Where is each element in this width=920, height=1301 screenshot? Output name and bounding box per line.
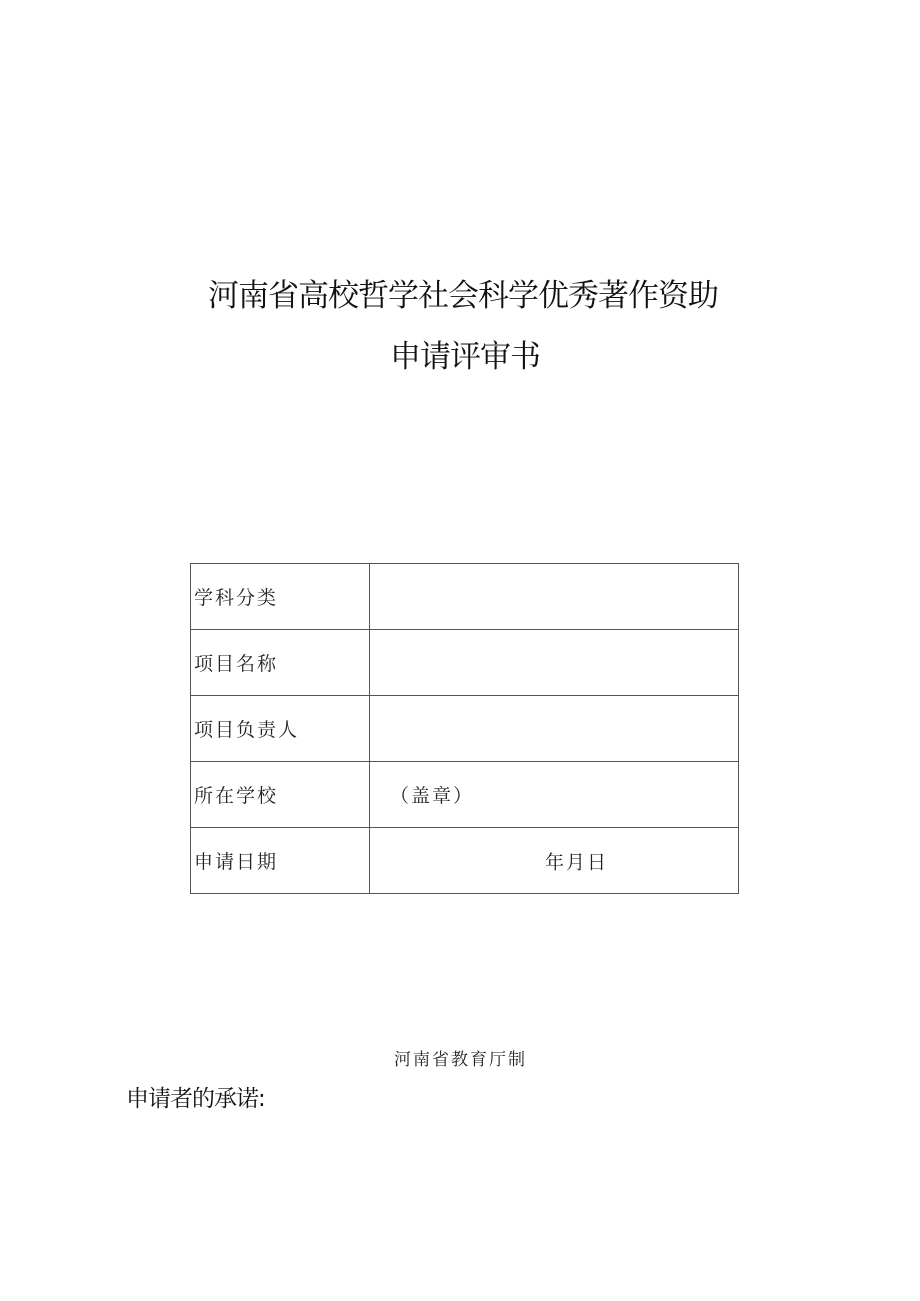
seal-note: （盖章） (390, 785, 475, 807)
subject-category-label: 学科分类 (191, 564, 370, 630)
table-row-project-name (191, 630, 739, 696)
subject-category-field[interactable] (370, 564, 739, 630)
issuer-text: 河南省教育厅制 (394, 1050, 527, 1070)
table-row-project-leader (191, 696, 739, 762)
table-row-school (191, 762, 739, 828)
table-row-subject-category (191, 564, 739, 630)
project-leader-label: 项目负责人 (191, 696, 370, 762)
document-subtitle: 申请评审书 (390, 339, 540, 375)
document-title: 河南省高校哲学社会科学优秀著作资助 (208, 278, 718, 314)
application-date-field[interactable] (370, 828, 739, 894)
application-date-label: 申请日期 (191, 828, 370, 894)
date-placeholder: 年月日 (545, 851, 609, 873)
table-row-application-date (191, 828, 739, 894)
application-info-table (190, 563, 739, 894)
project-name-label: 项目名称 (191, 630, 370, 696)
school-field[interactable] (370, 762, 739, 828)
applicant-promise-heading: 申请者的承诺: (126, 1086, 265, 1112)
project-name-field[interactable] (370, 630, 739, 696)
school-label: 所在学校 (191, 762, 370, 828)
project-leader-field[interactable] (370, 696, 739, 762)
